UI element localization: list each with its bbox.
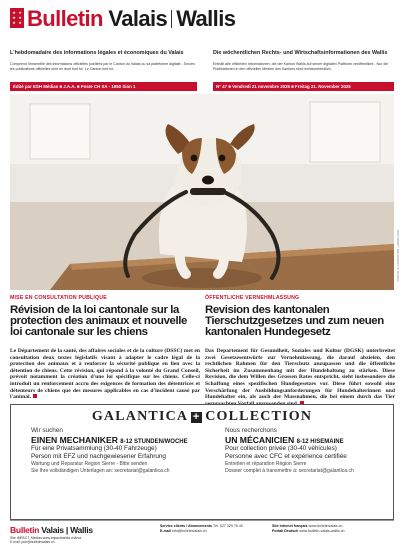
ad-fr-contact: Dossier complet à transmettre à: secretariat@galantica.ch (225, 467, 354, 474)
footer-site-link[interactable]: Site IMPACT, Médias www.impactmedia.ch/bva (10, 536, 81, 540)
ad-brand (11, 409, 393, 425)
article-fr-headline: Révision de la loi cantonale sur la protection des animaux et nouvelle loi cantonale sur les chiens (10, 304, 187, 339)
publication-title (27, 6, 235, 32)
footer-brand-wallis: Wallis (70, 525, 93, 535)
article-de-headline: Revision des kantonalen Tierschutzgesetzes und zum neuen kantonalen Hundegesetz (205, 304, 384, 339)
footer-brand: Bulletin Valais | Wallis (10, 525, 93, 535)
ad-fr-line: Entretien et réparation Région Sierre (225, 461, 307, 467)
title-wallis: Wallis (176, 6, 236, 31)
ad-de-line: Person mit EFZ und nachgewiesener Erfahrung (31, 453, 166, 460)
end-mark-icon (33, 394, 37, 398)
ad-de-job-title: EINEN MECHANIKER (31, 435, 118, 445)
ad-de-job (31, 435, 211, 445)
ad-fr-intro: Nous recherchons (225, 427, 277, 434)
ad-brand-right: COLLECTION (205, 409, 313, 424)
article-fr-body (10, 348, 200, 401)
intro-de: Enthält alle offiziellen Informationen, die der Kanton Wallis auf seiner digitalen Plattform veröffentlicht - Nur die Publikationen in den offiziellen Medien des Kantons sind rechtsverbindlich. (213, 62, 389, 71)
article-fr-body-text: Le Département de la santé, des affaires sociales et de la culture (DSSC) met en consultation deux textes législatifs visant à adapter le cadre légal de la protection des animaux et à renforcer la sécurité publique en lien avec la détention de chiens. Cette révision, qui répond à la volonté du Grand Conseil, prévoit notamment la création d'une loi spécifique sur les chiens. Celle-ci introduit un renforcement accru des exigences de formation des détentrices et détenteurs de chiens que des mesures applicables en cas d'incident causé par l'animal. (10, 348, 200, 401)
star-icon: ★ (18, 20, 22, 25)
dog-illustration (10, 94, 394, 290)
footer-contacts (160, 524, 270, 533)
photo-credit: PHOTO ILLUSTRATION / UNSPLASH (396, 230, 400, 282)
ad-column-fr (225, 427, 404, 474)
masthead (10, 8, 394, 48)
star-icon: ★ (12, 10, 16, 15)
ad-fr-job (225, 435, 404, 445)
star-icon: ★ (18, 10, 22, 15)
intro-fr: Comprend l'ensemble des informations officielles publiées par le Canton du Valais ou sa plateforme digitale - Seules les publications officielles sont en droit font foi. Le Canton font foi. (10, 62, 195, 71)
ad-fr-job-title: UN MÉCANICIEN (225, 435, 295, 445)
ad-column-de (31, 427, 211, 474)
ad-de-line: Wartung und Reparatur Region Sierre - Bitte senden (31, 461, 148, 467)
ad-fr-line: Pour collection privée (30-40 véhicules) (225, 445, 337, 452)
publisher-bar: Édité par ESH Médias ■ J.A.A. ■ Poste CH SA - 1950 Sion 1 (10, 82, 197, 91)
footer (10, 520, 394, 546)
swiss-cross-icon: + (192, 411, 201, 423)
footer-websites (272, 524, 394, 533)
article-de-body-text: Das Departement für Gesundheit, Soziales und Kultur (DGSK) unterbreitet zwei Gesetzesentwürfe zur Vernehmlassung, die darauf abzielen, den rechtlichen Rahmen für den Tierschutz anzupassen und die öffentliche Sicherheit im Zusammenhang mit der Hundehaltung zu stärken. Diese Revision, die dem Willen des Grossen Rates entspricht, sieht insbesondere die Schaffung eines spezifischen Hundegesetzes vor. Diese führt sowohl eine Verschärfung der Ausbildungsanforderungen für Hundehalterinnen und Hundehalter ein, als auch der Massnahmen, die bei einem durch das Tier verursachten Vorfall anzuwenden sind. (205, 348, 395, 407)
ad-de-line: Für eine Privatsammlung (30-40 Fahrzeuge) (31, 445, 157, 452)
subtitle-de: Die wöchentlichen Rechts- und Wirtschaftsinformationen des Wallis (213, 50, 388, 56)
ad-de-intro: Wir suchen (31, 427, 63, 434)
star-icon: ★ (12, 20, 16, 25)
footer-website-fr[interactable]: www.bulletinvalais.ch (308, 524, 343, 528)
footer-label: E-mail (160, 528, 171, 533)
ad-brand-left: GALANTICA (91, 409, 189, 424)
subtitle-fr: L'hebdomadaire des informations légales et économiques du Valais (10, 50, 184, 56)
valais-coat-of-arms-icon (10, 8, 24, 28)
issue-date-bar: N° 47 ■ Vendredi 21 novembre 2025 ■ Freitag 21. November 2025 (213, 82, 394, 91)
article-de-kicker: ÖFFENTLICHE VERNEHMLASSUNG (205, 295, 300, 301)
article-fr-kicker: MISE EN CONSULTATION PUBLIQUE (10, 295, 107, 301)
title-divider (171, 10, 172, 28)
cover-photo-dog-with-leash (10, 94, 394, 290)
footer-publisher-lines (10, 536, 160, 544)
footer-label: Site Internet français (272, 524, 308, 528)
ad-fr-line: Personne avec CFC et expérience certifiée (225, 453, 347, 460)
ad-fr-job-detail: 8-12 H/SEMAINE (296, 439, 344, 445)
title-bulletin: Bulletin (27, 6, 103, 31)
footer-email[interactable]: info@bulletinvalais.ch (171, 528, 207, 533)
article-de-body (205, 348, 395, 407)
job-advertisement (10, 404, 394, 520)
footer-brand-bulletin: Bulletin (10, 525, 40, 535)
title-valais: Valais (108, 6, 168, 31)
footer-brand-valais: Valais (41, 525, 64, 535)
star-icon: ★ (18, 15, 22, 20)
footer-label: Portail Deutsch (272, 528, 299, 533)
star-icon: ★ (12, 15, 16, 20)
ad-de-job-detail: 8-12 STUNDEN/WOCHE (120, 439, 188, 445)
ad-de-contact: Sie Ihre vollständigen Unterlagen an: secretariat@galantica.ch (31, 467, 170, 474)
footer-website-de[interactable]: www.bulletin-valais-wallis.ch (299, 528, 345, 533)
footer-phone[interactable]: Tél. 027 329 76 40 (212, 524, 243, 528)
footer-email-link[interactable]: E-mail: pub@bulletinvalais.ch (10, 540, 55, 545)
footer-label: Service clients / Abonnements (160, 524, 212, 528)
